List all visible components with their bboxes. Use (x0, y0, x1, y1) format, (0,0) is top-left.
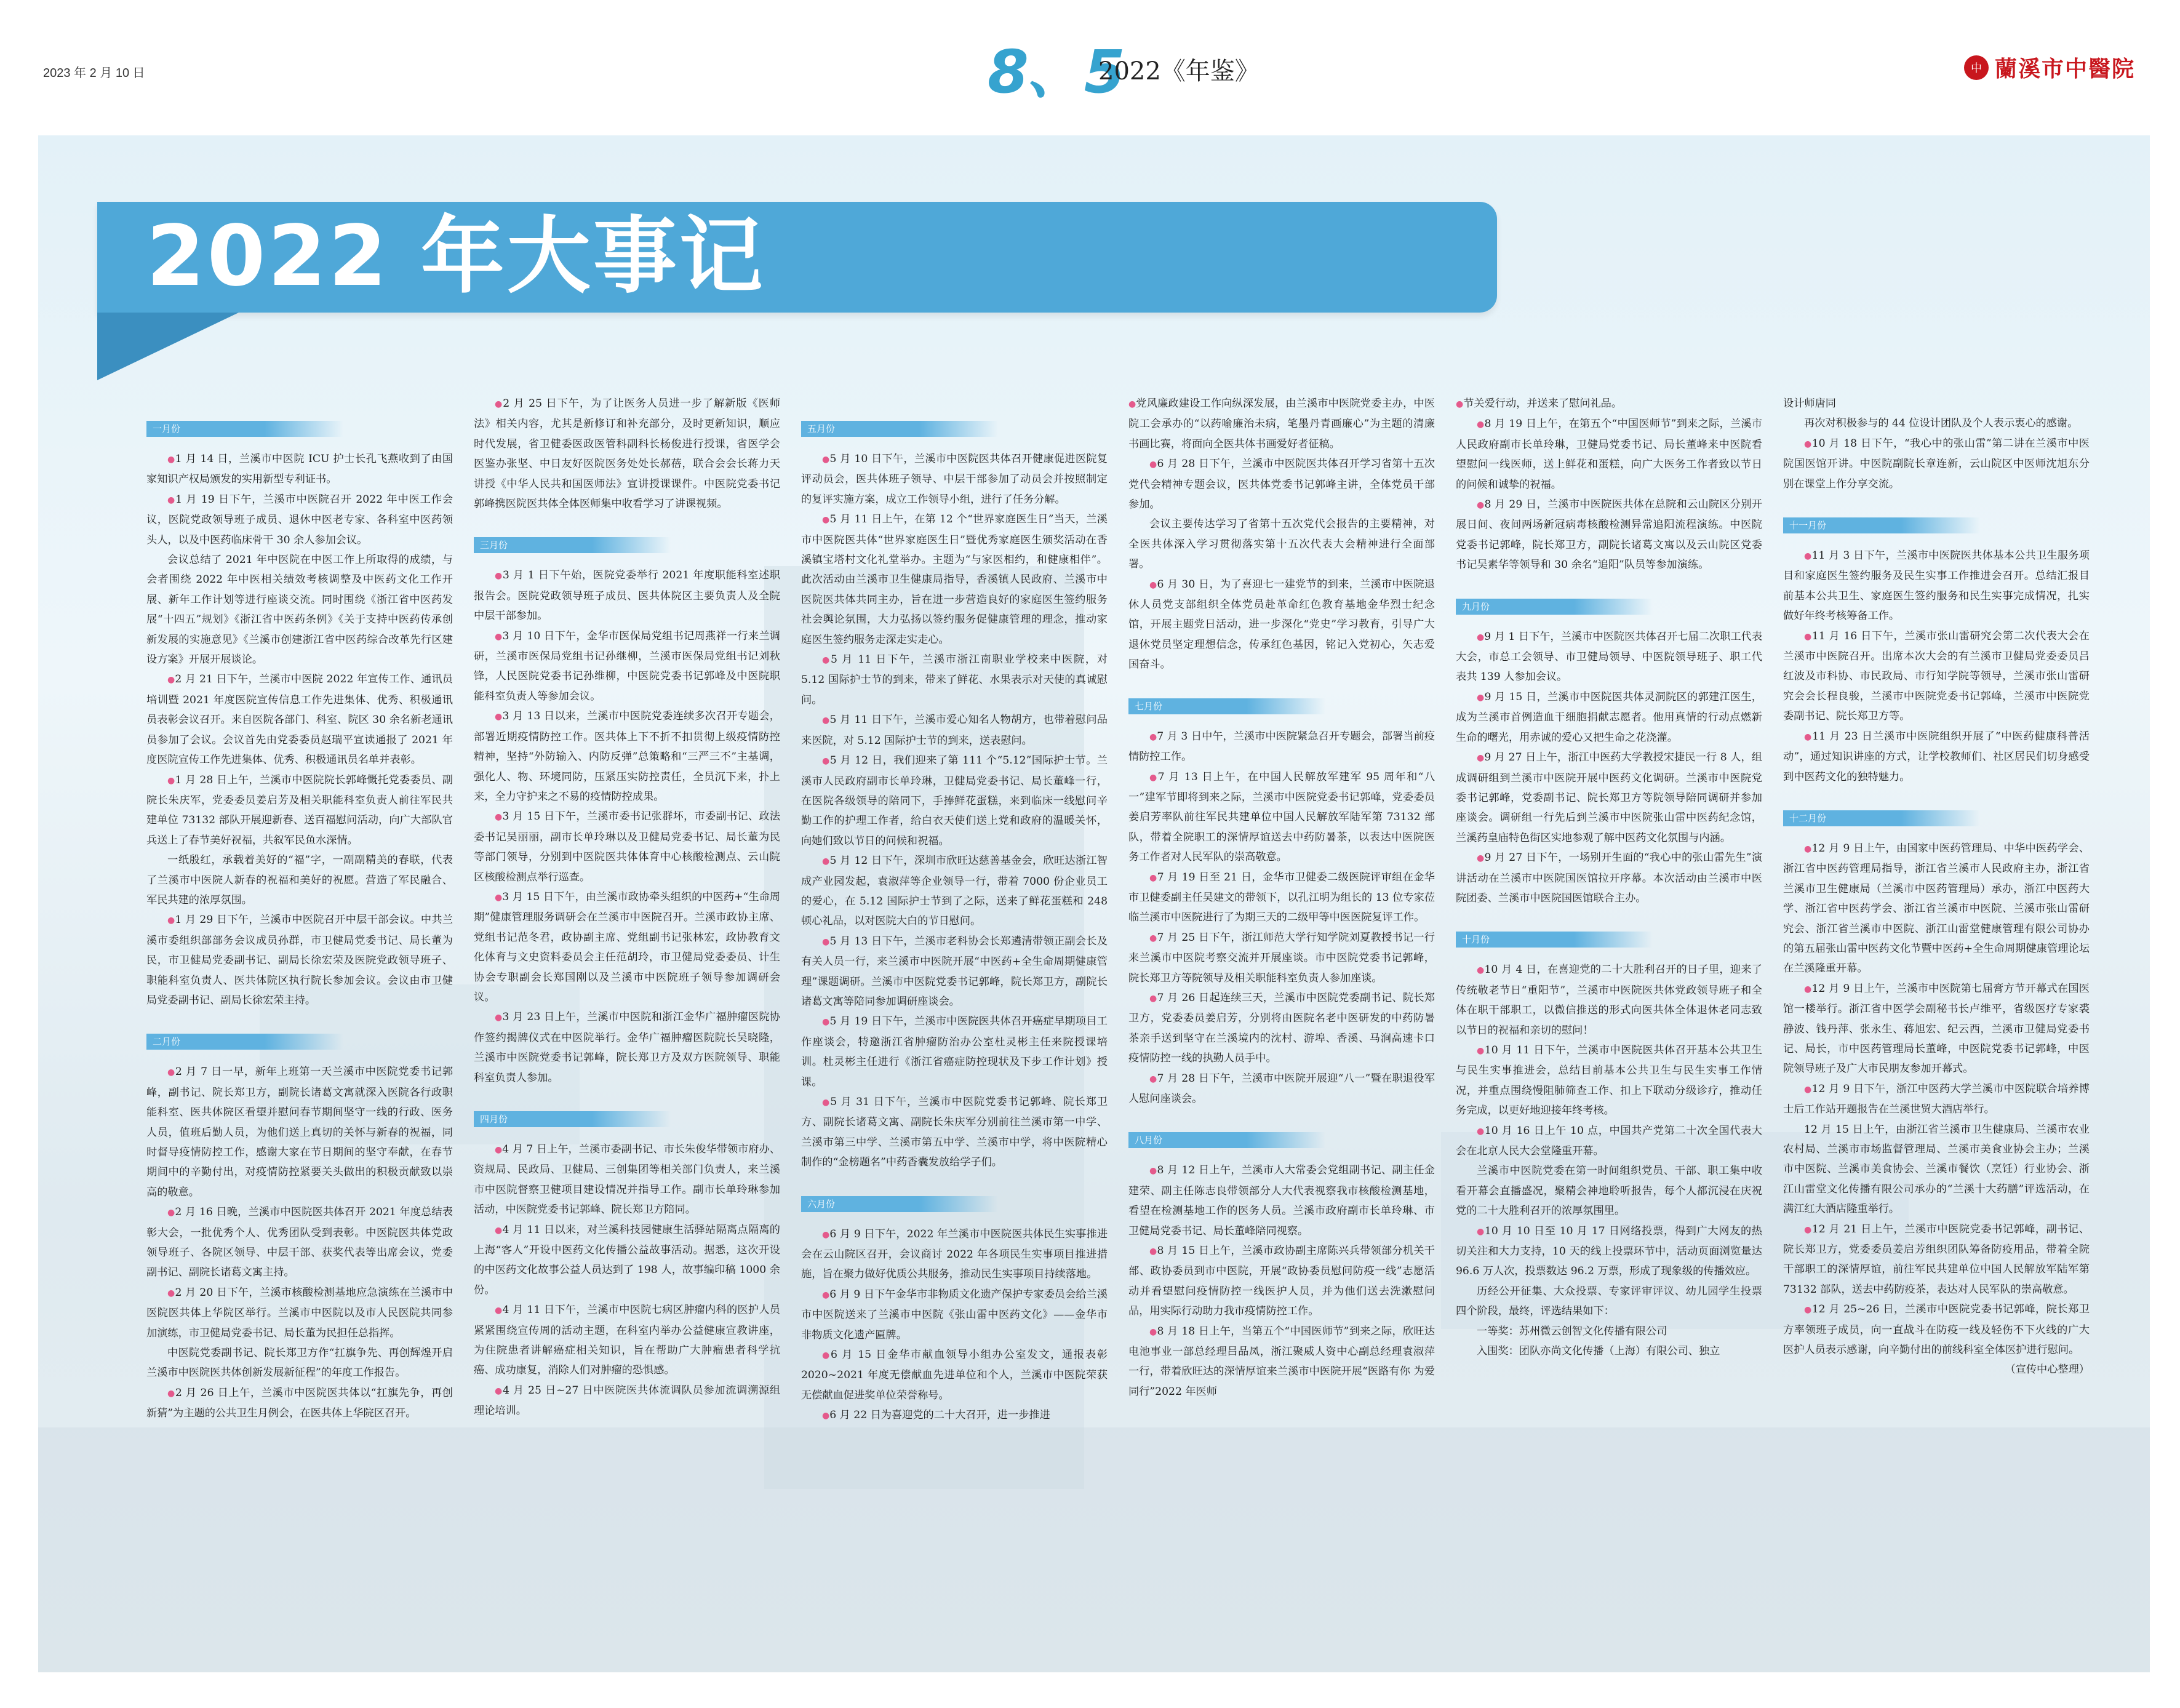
bullet-icon: ● (1804, 631, 1812, 642)
column-3 (801, 413, 1108, 1426)
event-text: 1 月 28 日上午，兰溪市中医院院长郭峰慨托党委委员、副院长朱庆军，党委委员姜启芳及相关职能科室负责人前往军民共建单位 73132 部队开展迎新春、送百福慰问活动，向广大部队官兵送上了春节美好祝福，共叙军民鱼水深情。 (146, 773, 453, 847)
event-paragraph (1128, 514, 1435, 574)
bullet-icon: ● (1149, 1247, 1157, 1257)
event-entry (474, 1007, 780, 1088)
bullet-icon: ● (822, 856, 830, 867)
event-text: 3 月 1 日下午始，医院党委举行 2021 年度职能科室述职报告会。医院党政领导班子成员、医共体院区主要负责人及全院中层干部参加。 (474, 569, 780, 623)
bullet-icon: ● (495, 1386, 503, 1396)
bullet-icon: ● (822, 936, 830, 947)
event-text: 10 月 11 日下午，兰溪市中医院医共体召开基本公共卫生与民生实事推进会，总结目前基本公共卫生与民生实事工作情况，并重点围绕慢阻肺筛查工作、扣上下联动分级诊疗，推动任务完成，以更好地迎接年终考核。 (1456, 1044, 1762, 1117)
event-entry (474, 887, 780, 1007)
spacer (801, 1173, 1108, 1189)
month-tag: 七月份 (1128, 698, 1325, 714)
event-text: 再次对积极参与的 44 位设计团队及个人表示衷心的感谢。 (1804, 417, 2078, 430)
event-text: 中医院党委副书记、院长郑卫方作“扛旗争先、再创辉煌开启兰溪市中医院医共体创新发展新征程”的年度工作报告。 (146, 1347, 453, 1379)
bullet-icon: ● (822, 1290, 830, 1300)
bullet-icon: ● (1477, 500, 1485, 511)
event-entry (1128, 454, 1435, 514)
bullet-icon: ● (1804, 984, 1812, 994)
bullet-icon: ● (167, 1068, 175, 1078)
event-entry (1128, 727, 1435, 767)
month-tag: 九月份 (1456, 599, 1653, 615)
bullet-icon: ● (1477, 1045, 1485, 1056)
event-text: 5 月 11 日上午，在第 12 个“世界家庭医生日”当天，兰溪市中医院医共体“世界家庭医生日”暨优秀家庭医生颁奖活动在香溪镇宝塔村文化礼堂举办。主题为“与家医相约，和健康相伴”。此次活动由兰溪市卫生健康局指导，香溪镇人民政府、兰溪市中医院医共体共同主办，旨在进一步营造良好的家庭医生签约服务社会舆论氛围，大力弘扬以签约服务促健康管理的理念，推动家庭医生签约服务走深走实走心。 (801, 513, 1108, 646)
event-entry (801, 1092, 1108, 1173)
event-text: 会议主要传达学习了省第十五次党代会报告的主要精神，对全医共体深入学习贯彻落实第十五次代表大会精神进行全面部署。 (1128, 518, 1435, 571)
month-tag: 六月份 (801, 1196, 998, 1212)
event-entry (1456, 1040, 1762, 1121)
event-text: 12 月 9 日上午，由国家中医药管理局、中华中医药学会、浙江省中医药管理局指导，浙江省兰溪市人民政府主办，浙江省兰溪市卫生健康局（兰溪市中医药管理局）承办，浙江中医药大学、浙江省中医药学会、浙江省兰溪市中医院、兰溪市张山雷研究会、浙江省兰溪市中医院、浙江山雷堂健康管理有限公司协办的第五届张山雷中医药文化节暨中医药+全生命周期健康管理论坛在兰溪隆重开幕。 (1783, 842, 2090, 975)
event-entry (1783, 839, 2090, 979)
event-text: 6 月 9 日下午金华市非物质文化遗产保护专家委员会给兰溪市中医院送来了兰溪市中医院《张山雷中医药文化》——金华市非物质文化遗产匾牌。 (801, 1288, 1108, 1341)
bullet-icon: ● (1804, 1084, 1812, 1095)
month-tag: 三月份 (474, 537, 671, 553)
event-entry (146, 910, 453, 1010)
event-text: 3 月 13 日以来，兰溪市中医院党委连续多次召开专题会，部署近期疫情防控工作。医共体上下不折不扣贯彻上级疫情防控精神，坚持“外防输入、内防反弹”总策略和“三严三不”主基调，强化人、物、环境同防，压紧压实防控责任，全员沉下来，扑上来，全力守护来之不易的疫情防控成果。 (474, 710, 780, 803)
editor-signature: （宣传中心整理） (2005, 1363, 2090, 1376)
bullet-icon: ● (495, 399, 503, 409)
event-entry (801, 1345, 1108, 1405)
event-entry (146, 1283, 453, 1343)
event-entry (474, 394, 780, 514)
spacer (146, 1010, 453, 1026)
event-entry (1456, 1221, 1762, 1282)
event-text: 3 月 15 日下午，由兰溪市政协牵头组织的中医药+“生命周期”健康管理服务调研会在兰溪市中医院召开。兰溪市政协主席、党组书记范冬君，政协副主席、党组副书记张林宏，政协教育文化体育与文史资料委员会主任范胡玲，市卫健局党委委员、计生协会专职副会长郑国刚以及兰溪市中医院班子领导参加调研会议。 (474, 890, 780, 1004)
event-text: 5 月 19 日下午，兰溪市中医院医共体召开癌症早期项目工作座谈会，特邀浙江省肿瘤防治办公室杜灵彬主任来院授课培训。杜灵彬主任进行《浙江省癌症防控现状及下步工作计划》授课。 (801, 1015, 1108, 1088)
event-text: 12 月 21 日上午，兰溪市中医院党委书记郭峰，副书记、院长郑卫方，党委委员姜启芳组织团队筹备防疫用品，带着全院干部职工的深情厚谊，前往军民共建单位中国人民解放军陆军第 73132 部队，送去中药防疫茶，表达对人民军队的崇高敬意。 (1783, 1223, 2090, 1296)
event-text: 10 月 16 日上午 10 点，中国共产党第二十次全国代表大会在北京人民大会堂隆重开幕。 (1456, 1124, 1762, 1157)
event-entry (1128, 767, 1435, 868)
bullet-icon: ● (1128, 399, 1136, 409)
event-entry (146, 669, 453, 770)
event-entry (801, 650, 1108, 710)
spacer (1783, 494, 2090, 510)
bullet-icon: ● (822, 1017, 830, 1028)
bullet-icon: ● (1149, 460, 1157, 470)
bullet-icon: ● (1149, 1074, 1157, 1084)
event-entry (1456, 748, 1762, 848)
month-tag: 十二月份 (1783, 810, 1980, 826)
bullet-icon: ● (1477, 420, 1485, 430)
bullet-icon: ● (822, 1229, 830, 1240)
event-entry (801, 1012, 1108, 1092)
event-entry (1456, 687, 1762, 748)
bullet-icon: ● (1477, 965, 1485, 976)
bullet-icon: ● (1149, 732, 1157, 742)
bullet-icon: ● (1477, 1226, 1485, 1237)
event-entry (474, 1300, 780, 1381)
bullet-icon: ● (822, 1351, 831, 1361)
event-text: 会议总结了 2021 年中医院在中医工作上所取得的成绩，与会者围绕 2022 年中医相关绩效考核调整及中医药文化工作开展、新年工作计划等进行座谈交流。同时围绕《浙江省中医药发展“十四五”规划》《浙江省中医药条例》《关于支持中医药传承创新发展的实施意见》《兰溪市创建浙江省中医药综合改革先行区建设方案》开展开展谈论。 (146, 554, 453, 666)
bullet-icon: ● (1149, 772, 1158, 783)
bullet-icon: ● (495, 1145, 503, 1155)
spacer (474, 1088, 780, 1104)
event-entry (801, 1405, 1108, 1426)
event-text: 11 月 3 日下午，兰溪市中医院医共体基本公共卫生服务项目和家庭医生签约服务及民生实事工作推进会召开。总结汇报目前基本公共卫生、家庭医生签约服务和民生实事完成情况，扎实做好年终考核筹备工作。 (1783, 549, 2090, 623)
event-entry (474, 626, 780, 707)
event-entry (801, 932, 1108, 1012)
month-tag: 八月份 (1128, 1132, 1325, 1148)
event-text: 8 月 12 日上午，兰溪市人大常委会党组副书记、副主任金建荣、副主任陈志良带领部分人大代表视察我市核酸检测基地，看望在检测基地工作的医务人员。兰溪市政府副市长单玲琳、市卫健局党委书记、局长董峰陪同视察。 (1128, 1164, 1435, 1237)
event-entry (1128, 1160, 1435, 1241)
bullet-icon: ● (1149, 580, 1157, 590)
event-text: 6 月 30 日，为了喜迎七一建党节的到来，兰溪市中医院退休人员党支部组织全体党员赴革命红色教育基地金华烈士纪念馆，开展主题党日活动，进一步深化“党史”学习教育，引导广大退休党员坚定理想信念，传承红色基因，铭记入党初心，矢志爱国奋斗。 (1128, 578, 1435, 671)
event-entry (474, 807, 780, 887)
month-tag: 十一月份 (1783, 517, 1980, 533)
event-text: 5 月 11 日下午，兰溪市浙江南职业学校来中医院，对 5.12 国际护士节的到来，带来了鲜花、水果表示对天使的真诚慰问。 (801, 653, 1108, 706)
event-entry (1128, 575, 1435, 675)
bullet-icon: ● (1804, 1224, 1812, 1235)
event-text: 1 月 14 日，兰溪市中医院 ICU 护士长孔飞燕收到了由国家知识产权局颁发的实用新型专利证书。 (146, 453, 453, 486)
column-2 (474, 394, 780, 1421)
bullet-icon: ● (495, 571, 503, 581)
spacer (1456, 908, 1762, 924)
event-text: 7 月 19 日至 21 日，金华市卫健委二级医院评审组在金华市卫健委副主任吴建文的带领下，以孔江明为组长的 13 位专家莅临兰溪市中医院进行了为期三天的二级甲等中医医院复评工作。 (1128, 871, 1435, 924)
event-entry (146, 1202, 453, 1283)
event-entry (1128, 928, 1435, 988)
bullet-icon: ● (495, 712, 503, 722)
event-text: 7 月 3 日中午，兰溪市中医院紧急召开专题会，部署当前疫情防控工作。 (1128, 730, 1435, 764)
bullet-icon: ● (495, 631, 503, 642)
event-text: 2 月 26 日上午，兰溪市中医院医共体以“扛旗先争，再创新猜”为主题的公共卫生月例会，在医共体上华院区召开。 (146, 1386, 453, 1420)
event-text: 6 月 9 日下午，2022 年兰溪市中医院医共体民生实事推进会在云山院区召开，会议商讨 2022 年各项民生实事项目推进措施，旨在聚力做好优质公共服务，推动民生实事项目持续落地。 (801, 1227, 1108, 1281)
event-text: 11 月 16 日下午，兰溪市张山雷研究会第二次代表大会在兰溪市中医院召开。出席本次大会的有兰溪市卫健局党委委员吕红波及市科协、市民政局、市行知学院等领导，兰溪市张山雷研究会会长程良骏，兰溪市中医院党委书记郭峰，兰溪市中医院党委副书记、院长郑卫方等。 (1783, 629, 2090, 723)
event-entry (1456, 960, 1762, 1040)
bullet-icon: ● (822, 716, 830, 726)
bullet-icon: ● (167, 1288, 175, 1298)
event-text: 入围奖：团队亦尚文化传播（上海）有限公司、独立 (1477, 1345, 1720, 1358)
event-entry (801, 751, 1108, 851)
hospital-seal-icon: 中 (1964, 55, 1989, 80)
bullet-icon: ● (822, 756, 830, 767)
event-entry (1456, 394, 1762, 414)
event-text: 12 月 9 日上午，兰溪市中医院第七届膏方节开幕式在国医馆一楼举行。浙江省中医学会副秘书长卢维平，省级医疗专家裘静波、钱丹萍、张永生、蒋旭宏、纪云西，兰溪市卫健局党委书记、局长，市中医药管理局长董峰，中医院党委书记郭峰，中医院领导班子及广大市民朋友参加开幕式。 (1783, 982, 2090, 1075)
event-text: 节关爱行动，并送来了慰问礼品。 (1463, 397, 1623, 410)
event-text: 2 月 7 日一早，新年上班第一天兰溪市中医院党委书记郭峰，副书记、院长郑卫方，副院长诸葛文寓就深入医院各行政职能科室、医共体院区看望并慰问春节期间坚守一线的行政、医务人员，值班后勤人员，为他们送上真切的关怀与新春的祝福，同时督导疫情防控工作，感谢大家在节日期间的坚守奉献，在春节期间中的辛勤付出，对疫情防控紧要关头做出的积极贡献致以崇高的敬意。 (146, 1066, 453, 1199)
page-title: 2022 年大事记 (146, 208, 765, 305)
spacer (1128, 1109, 1435, 1125)
event-entry (1783, 1079, 2090, 1120)
event-text: 8 月 19 日上午，在第五个“中国医师节”到来之际，兰溪市人民政府副市长单玲琳，卫健局党委书记、局长董峰来中医院看望慰问一线医师，送上鲜花和蛋糕，向广大医务工作者致以节日的问候和诚挚的祝福。 (1456, 418, 1763, 491)
event-text: 7 月 25 日下午，浙江师范大学行知学院刘夏教授书记一行来兰溪市中医院考察交流并开展座谈。市中医院党委书记郭峰，院长郑卫方等院领导及相关职能科室负责人参加座谈。 (1128, 931, 1435, 984)
event-entry (1783, 1219, 2090, 1300)
section-title: 2022《年鉴》 (1098, 57, 1260, 86)
event-text: 6 月 28 日下午，兰溪市中医院医共体召开学习省第十五次党代会精神专题会议，医共体党委书记郭峰主讲，全体党员干部参加。 (1128, 458, 1435, 511)
event-text: 3 月 10 日下午，金华市医保局党组书记周燕祥一行来兰调研，兰溪市医保局党组书记孙继柳，兰溪市医保局党组书记刘秋锋，人民医院党委书记孙维柳，中医院党委书记郭峰及中医院职能科室负责人等参加会议。 (474, 629, 780, 703)
event-text: 历经公开征集、大众投票、专家评审评议、幼儿园学生投票四个阶段，最终，评选结果如下： (1456, 1285, 1762, 1318)
bullet-icon: ● (495, 1225, 503, 1235)
event-entry (474, 1381, 780, 1421)
bullet-icon: ● (167, 495, 176, 505)
bullet-icon: ● (167, 775, 175, 786)
bullet-icon: ● (495, 892, 503, 903)
bullet-icon: ● (1149, 933, 1157, 943)
event-entry (1783, 979, 2090, 1079)
event-text: 党风廉政建设工作向纵深发展，由兰溪市中医院党委主办，中医院工会承办的“以药喻廉治未病，笔墨丹青画廉心”为主题的清廉书画比赛，将面向全医共体书画爱好者征稿。 (1128, 397, 1435, 450)
event-text: 9 月 1 日下午，兰溪市中医院医共体召开七届二次职工代表大会，市总工会领导、市卫健局领导、中医院领导班子、职工代表共 139 人参加会议。 (1456, 630, 1763, 684)
event-entry (1783, 727, 2090, 787)
event-text: 设计师唐同 (1783, 397, 1836, 410)
month-tag: 四月份 (474, 1111, 671, 1127)
event-entry (1456, 1121, 1762, 1162)
bullet-icon: ● (495, 1306, 503, 1316)
event-text: 9 月 27 日上午，浙江中医药大学教授宋捷民一行 8 人，组成调研组到兰溪市中医院开展中医药文化调研。兰溪市中医院党委书记郭峰，党委副书记、院长郑卫方等院领导陪同调研并参加座谈会。调研组一行先后到兰溪市中医院张山雷中医药纪念馆，兰溪药皇庙特色街区实地参观了解中医药文化氛围与内涵。 (1456, 751, 1762, 844)
event-paragraph (1456, 1322, 1762, 1341)
event-entry (146, 449, 453, 490)
bullet-icon: ● (822, 655, 831, 666)
event-paragraph (146, 1343, 453, 1383)
event-text: 6 月 22 日为喜迎党的二十大召开，进一步推进 (829, 1409, 1050, 1422)
event-text: 一纸殷红，承载着美好的“福”字，一副副精美的春联，代表了兰溪市中医院人新春的祝福和美好的祝愿。营造了军民融合、军民共建的浓厚氛围。 (146, 854, 453, 906)
hospital-name: 蘭溪市中醫院 (1995, 56, 2136, 82)
event-entry (1128, 1241, 1435, 1322)
bullet-icon: ● (1149, 872, 1157, 883)
event-entry (474, 565, 780, 626)
event-text: 4 月 11 日下午，兰溪市中医院七病区肿瘤内科的医护人员紧紧围绕宣传周的活动主题，在科室内举办公益健康宣教讲座，为住院患者讲解癌症相关知识，旨在帮助广大肿瘤患者科学抗癌、成功康复，消除人们对肿瘤的恐惧感。 (474, 1304, 780, 1377)
event-entry (801, 509, 1108, 650)
event-text: 5 月 10 日下午，兰溪市中医院医共体召开健康促进医院复评动员会，医共体班子领导、中层干部参加了动员会并按照制定的复评实施方案，成立工作领导小组，进行了任务分解。 (801, 453, 1108, 506)
event-text: 8 月 29 日，兰溪市中医院医共体在总院和云山院区分别开展日间、夜间两场新冠病毒核酸检测异常追阳流程演练。中医院党委书记郭峰，院长郑卫方，副院长诸葛文寓以及云山院区党委书记吴素华等领导和 30 余名“追阳”队员等参加演练。 (1456, 498, 1762, 572)
bullet-icon: ● (1149, 1166, 1157, 1176)
event-entry (1783, 434, 2090, 494)
event-text: 2 月 20 日下午，兰溪市核酸检测基地应急演练在兰溪市中医院医共体上华院区举行。兰溪市中医院以及市人民医院共同参加演练，市卫健局党委书记、局长董为民担任总指挥。 (146, 1286, 453, 1339)
event-entry (1128, 988, 1435, 1069)
event-entry (801, 851, 1108, 932)
event-paragraph (1783, 394, 2090, 413)
bullet-icon: ● (1477, 1126, 1485, 1136)
bullet-icon: ● (822, 515, 830, 525)
issue-date: 2023 年 2 月 10 日 (43, 66, 145, 80)
event-text: 10 月 4 日，在喜迎党的二十大胜利召开的日子里，迎来了传统敬老节日“重阳节”，兰溪市中医院医共体党政领导班子和全体在职干部职工，以微信推送的形式向医共体全体退休老同志致以节日的祝福和亲切的慰问！ (1456, 964, 1762, 1037)
event-entry (801, 710, 1108, 751)
bullet-icon: ● (167, 455, 175, 465)
bullet-icon: ● (822, 1098, 831, 1107)
event-text: 兰溪市中医院党委在第一时间组织党员、干部、职工集中收看开幕会直播盛况，聚精会神地聆听报告，每个人都沉浸在庆祝党的二十大胜利召开的浓厚氛围里。 (1456, 1165, 1762, 1218)
event-entry (474, 706, 780, 807)
bullet-icon: ● (822, 455, 830, 465)
event-entry (474, 1139, 780, 1220)
bullet-icon: ● (1477, 753, 1485, 764)
event-paragraph (1456, 1341, 1762, 1361)
event-entry (146, 1383, 453, 1424)
event-text: 4 月 25 日~27 日中医院医共体流调队员参加流调溯源组理论培训。 (474, 1384, 781, 1418)
month-tag: 一月份 (146, 421, 343, 437)
event-text: 5 月 12 日下午，深圳市欣旺达慈善基金会，欣旺达浙江智成产业园发起，袁淑萍等企业领导一行，带着 7000 份企业员工的爱心，在 5.12 国际护士节到了之际，送来了鲜花蛋糕和 248 顿心礼品，以对医院大白的节日慰问。 (801, 855, 1108, 928)
event-paragraph (1456, 1161, 1762, 1221)
event-entry (801, 1224, 1108, 1285)
month-tag: 十月份 (1456, 932, 1653, 948)
bullet-icon: ● (167, 1388, 175, 1399)
event-paragraph (146, 550, 453, 669)
event-entry (1456, 848, 1762, 908)
background-ground (38, 1427, 2150, 1672)
event-paragraph (1783, 1120, 2090, 1219)
event-text: 10 月 10 日至 10 月 17 日网络投票，得到广大网友的热切关注和大力支持，10 天的线上投票环节中，活动页面浏览量达 96.6 万人次，投票数达 96.2 万票，形成了现象级的传播效应。 (1456, 1224, 1762, 1278)
event-text: 12 月 9 日下午，浙江中医药大学兰溪市中医院联合培养博士后工作站开题报告在兰溪世贸大酒店举行。 (1783, 1082, 2090, 1116)
event-entry (1128, 1322, 1435, 1402)
month-tag: 五月份 (801, 421, 998, 437)
event-text: 12 月 15 日上午，由浙江省兰溪市卫生健康局、兰溪市农业农村局、兰溪市市场监督管理局、兰溪市美食业协会主办；兰溪市中医院、兰溪市美食协会、兰溪市餐饮（烹饪）行业协会、浙江山雷堂文化传播有限公司承办的“兰溪十大药膳”评选活动，在满江红大酒店隆重举行。 (1783, 1123, 2090, 1216)
event-text: 12 月 25~26 日，兰溪市中医院党委书记郭峰，院长郑卫方率领班子成员，向一直战斗在防疫一线及轻伤不下火线的广大医护人员表示感谢，向辛勤付出的前线科室全体医护进行慰问。 (1783, 1303, 2090, 1357)
bullet-icon: ● (1149, 1327, 1157, 1337)
spacer (1456, 575, 1762, 591)
event-text: 9 月 15 日，兰溪市中医院医共体灵洞院区的郭建江医生，成为兰溪市首例造血干细胞捐献志愿者。他用真情的行动点燃新生命的曙光，用赤诚的爱心又把生命之花浇灌。 (1456, 690, 1762, 744)
bullet-icon: ● (1477, 692, 1485, 703)
event-text: 7 月 13 日上午，在中国人民解放军建军 95 周年和“八一”建军节即将到来之际，兰溪市中医院党委书记郭峰，党委委员姜启芳率队前往军民共建单位中国人民解放军陆军第 73132 部队，带着全院职工的深情厚谊送去中药防暑茶，以表达中医院医务工作者对人民军队的崇高敬意。 (1128, 770, 1435, 864)
event-text: 8 月 15 日上午，兰溪市政协副主席陈兴兵带领部分机关干部、政协委员到市中医院，开展“政协委员慰问防疫一线”志愿活动并看望慰问疫情防控一线医护人员，并为他们送去洗漱慰问品，用实际行动助力我市疫情防控工作。 (1128, 1245, 1435, 1318)
title-ribbon-tail (97, 313, 239, 380)
event-text: 7 月 28 日下午，兰溪市中医院开展迎“八一”暨在职退役军人慰问座谈会。 (1128, 1072, 1435, 1105)
event-text: 5 月 13 日下午，兰溪市老科协会长郑遴清带领正副会长及有关人员一行，来兰溪市中医院开展“中医药+全生命周期健康管理”课题调研。兰溪市中医院党委书记郭峰，院长郑卫方，副院长诸葛文寓等陪同参加调研座谈会。 (801, 935, 1108, 1008)
event-text: 5 月 31 日下午，兰溪市中医院党委书记郭峰、院长郑卫方、副院长诸葛文寓、副院长朱庆军分别前往兰溪市第一中学、兰溪市第三中学、兰溪市第五中学、兰溪市中学，将中医院精心制作的“金榜题名”中药香囊发放给学子们。 (801, 1096, 1108, 1169)
event-paragraph (1456, 1282, 1762, 1322)
bullet-icon: ● (1804, 1305, 1812, 1315)
bullet-icon: ● (495, 1013, 503, 1023)
event-entry (1783, 626, 2090, 727)
event-entry (1128, 1069, 1435, 1109)
event-text: 8 月 18 日上午，当第五个“中国医师节”到来之际，欣旺达电池事业一部总经理吕品凤，浙江聚威人资中心副总经理袁淑萍一行，带着欣旺达的深情厚谊来兰溪市中医院开展“医路有你 为爱同行”2022 年医师 (1128, 1325, 1435, 1398)
event-entry (1456, 495, 1762, 575)
spacer (474, 514, 780, 530)
column-6 (1783, 394, 2090, 1380)
event-entry (1783, 1299, 2090, 1360)
event-text: 10 月 18 日下午，“我心中的张山雷”第二讲在兰溪市中医院国医馆开讲。中医院副院长章连新，云山院区中医师沈旭东分别在课堂上作分享交流。 (1783, 437, 2090, 490)
spacer (1783, 787, 2090, 803)
month-tag: 二月份 (146, 1034, 343, 1050)
column-5 (1456, 394, 1762, 1361)
event-text: 3 月 23 日上午，兰溪市中医院和浙江金华广福肿瘤医院协作签约揭牌仪式在中医院举行。金华广福肿瘤医院院长吴晓隆，兰溪市中医院党委书记郭峰，院长郑卫方及双方医院领导、职能科室负责人参加。 (474, 1011, 780, 1084)
event-entry (801, 449, 1108, 509)
event-text: 4 月 11 日以来，对兰溪科技园健康生活驿站隔离点隔离的上海“客人”开设中医药文化传播公益故事活动。据悉，这次开设的中医药文化故事公益人员达到了 198 人，故事编印稿 1000 余份。 (474, 1223, 780, 1296)
event-entry (1456, 414, 1762, 495)
event-entry (1128, 868, 1435, 928)
bullet-icon: ● (167, 675, 175, 685)
event-text: 6 月 15 日金华市献血领导小组办公室发文，通报表彰 2020~2021 年度无偿献血先进单位和个人，兰溪市中医院荣获无偿献血促进奖单位荣誉称号。 (801, 1349, 1108, 1402)
event-text: 4 月 7 日上午，兰溪市委副书记、市长朱俊华带领市府办、资规局、民政局、卫健局、三创集团等相关部门负责人，来兰溪市中医院督察卫健项目建设情况并指导工作。副市长单玲琳参加活动，中医院党委书记郭峰、院长郑卫方陪同。 (474, 1143, 781, 1216)
hospital-logo (1964, 52, 2135, 83)
event-text: 2 月 25 日下午，为了让医务人员进一步了解新版《医师法》相关内容，尤其是新修订和补充部分，及时更新知识，顺应时代发展，省卫健委医政医管科副科长杨俊进行授课，省医学会医鉴办张坚、中日友好医院医务处处长郝蓓，联合会会长蒋力天讲授《中华人民共和国医师法》宣讲授课课件。中医院党委书记郭峰携医院医共体全体医师集中收看学习了讲课视频。 (474, 397, 781, 511)
event-entry (146, 1062, 453, 1202)
column-4 (1128, 394, 1435, 1402)
bullet-icon: ● (1804, 439, 1812, 449)
event-text: 5 月 12 日，我们迎来了第 111 个“5.12”国际护士节。兰溪市人民政府副市长单玲琳，卫健局党委书记、局长董峰一行，在医院各级领导的陪同下，手捧鲜花蛋糕，来到临床一线慰问辛勤工作的护理工作者，给白衣天使们送上党和政府的温暖关怀，向她们致以节日的问候和祝福。 (801, 754, 1108, 847)
event-text: 11 月 23 日兰溪市中医院组织开展了“中医药健康科普活动”，通过知识讲座的方式，让学校教师们、社区居民们切身感受到中医药文化的独特魅力。 (1783, 730, 2090, 783)
event-text: 5 月 11 日下午，兰溪市爱心知名人物胡方，也带着慰问品来医院，对 5.12 国际护士节的到来，送表慰问。 (801, 714, 1108, 747)
event-entry (146, 770, 453, 851)
bullet-icon: ● (167, 1208, 175, 1218)
event-text: 2 月 21 日下午，兰溪市中医院 2022 年宣传工作、通讯员培训暨 2021 年度医院宣传信息工作先进集体、优秀、积极通讯员表彰会议召开。来自医院各部门、科室、院区 30 余名新老通讯员参加了会议。会议首先由党委委员赵瑞平宣读通报了 2021 年度医院宣传工作先进集体、优秀、积极通讯员名单并表彰。 (146, 673, 453, 767)
bullet-icon: ● (1804, 844, 1812, 854)
issue-number: 8、5 (988, 38, 1124, 106)
event-text: 一等奖：苏州微云创智文化传播有限公司 (1477, 1325, 1667, 1338)
event-text: 7 月 26 日起连续三天，兰溪市中医院党委副书记、院长郑卫方，党委委员姜启芳，分别将由医院名老中医研发的中药防暑茶亲手送到坚守在兰溪境内的沈村、游埠、香溪、马涧高速卡口疫情防控一线的执勤人员手中。 (1128, 991, 1435, 1065)
bullet-icon: ● (1149, 993, 1157, 1004)
bullet-icon: ● (1804, 551, 1812, 562)
bullet-icon: ● (495, 812, 503, 823)
event-text: 1 月 29 日下午，兰溪市中医院召开中层干部会议。中共兰溪市委组织部部务会议成员孙群，市卫健局党委书记、局长董为民，市卫健局党委副书记、副局长徐宏荣及医院党政领导班子、职能科室负责人、医共体院区执行院长参加会议。会议由市卫健局党委副书记、副局长徐宏荣主持。 (146, 914, 453, 1007)
bullet-icon: ● (167, 916, 175, 926)
bullet-icon: ● (1477, 632, 1485, 642)
event-entry (1128, 394, 1435, 454)
event-entry (801, 1285, 1108, 1345)
bullet-icon: ● (822, 1411, 830, 1421)
bullet-icon: ● (1804, 732, 1813, 742)
event-paragraph (1783, 413, 2090, 433)
event-entry (1456, 627, 1762, 687)
event-text: 2 月 16 日晚，兰溪市中医院医共体召开 2021 年度总结表彰大会，一批优秀个人、优秀团队受到表彰。中医院医共体党政领导班子、各院区领导、中层干部、获奖代表等出席会议，党委副书记、副院长诸葛文寓主持。 (146, 1206, 453, 1279)
event-text: 9 月 27 日下午，一场别开生面的“我心中的张山雷先生”演讲活动在兰溪市中医院国医馆拉开序幕。本次活动由兰溪市中医院团委、兰溪市中医院国医馆联合主办。 (1456, 852, 1763, 904)
event-paragraph (146, 850, 453, 910)
spacer (1128, 675, 1435, 691)
column-1 (146, 413, 453, 1424)
event-text: 3 月 15 日下午，兰溪市委书记张群坏，市委副书记、政法委书记吴丽丽，副市长单玲琳以及卫健局党委书记、局长董为民等部门领导，分别到中医院医共体体育中心核酸检测点、云山院区核酸检测点举行巡查。 (474, 810, 780, 884)
event-text: 1 月 19 日下午，兰溪市中医院召开 2022 年中医工作会议，医院党政领导班子成员、退休中医老专家、各科室中医药领头人，以及中医药临床骨干 30 余人参加会议。 (146, 493, 453, 546)
event-entry (474, 1220, 780, 1301)
event-entry (1783, 546, 2090, 626)
bullet-icon: ● (1456, 399, 1464, 409)
bullet-icon: ● (1477, 853, 1485, 864)
event-entry (146, 490, 453, 550)
